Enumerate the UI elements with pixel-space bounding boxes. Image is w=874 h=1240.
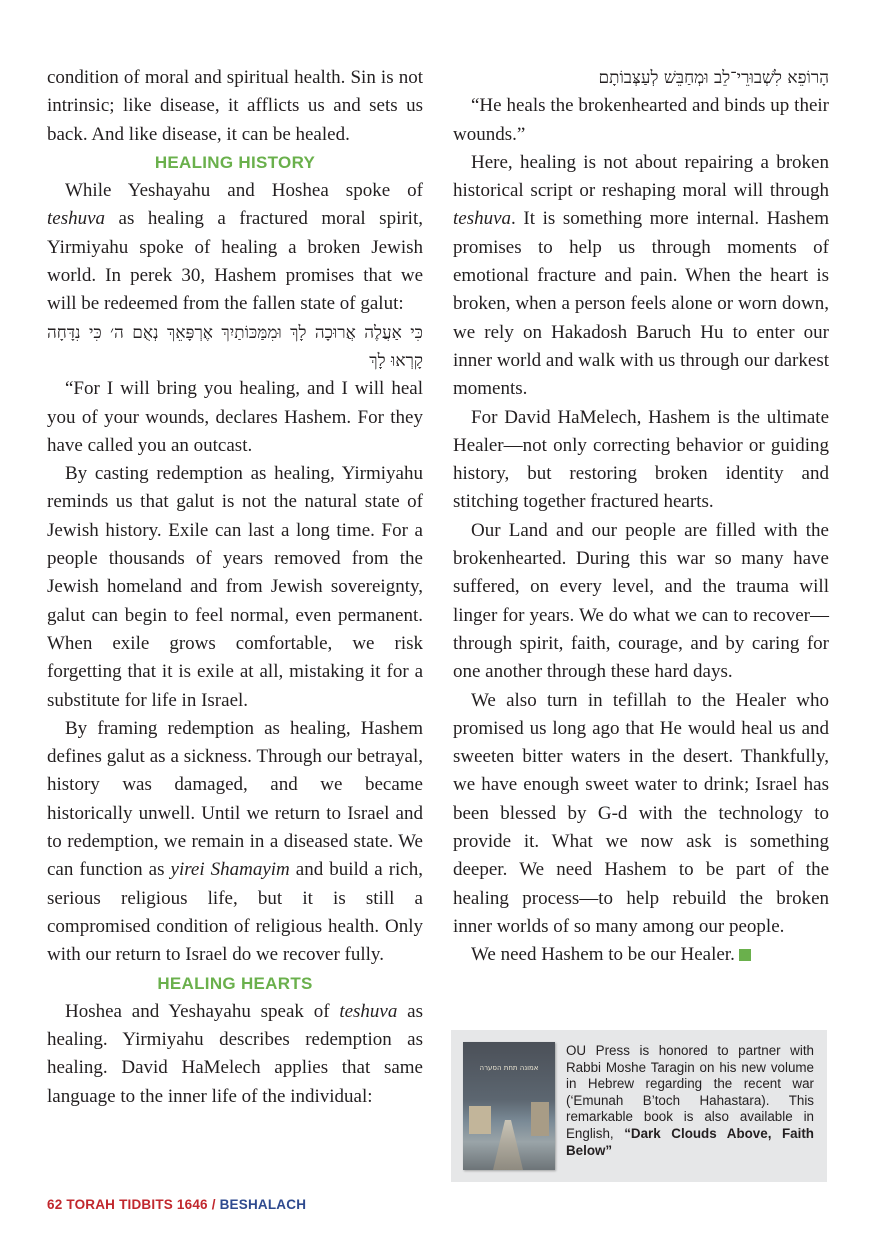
paragraph [47,177,423,318]
italic-term: teshuva [47,208,106,230]
text: and build a rich, serious religious life, but it is still a compromised condition of religious health. Only with our return to Israel do we recover fully. [47,859,423,966]
paragraph [47,998,423,1111]
paragraph: We also turn in tefillah to the Healer who promised us long ago that He would heal us and sweeten bitter waters in the desert. Thankfully, we have enough sweet water to drink; Israel has been blessed by G-d with the technology to provide it. What we now ask is something deeper. We need Hashem to be part of the healing process—to help rebuild the broken inner worlds of so many among our people. [453,689,829,937]
text: While Yeshayahu and Hoshea spoke of [65,180,423,202]
end-of-article-square-icon [739,949,751,961]
text: By framing redemption as healing, Hashem defines galut as a sickness. Through our betrayal, history was damaged, and we became historically unwell. Until we return to Israel and to redemption, we remain in a diseased state. We can function as [47,717,423,881]
section-heading-healing-hearts: HEALING HEARTS [157,973,313,993]
book-promo-box [451,1030,827,1182]
paragraph: “For I will bring you healing, and I will heal you of your wounds, declares Hashem. For they have called you an outcast. [47,378,423,456]
text: Here, healing is not about repairing a broken historical script or reshaping moral will through [453,151,829,202]
promo-body: OU Press is honored to partner with Rabbi Moshe Taragin on his new volume in Hebrew regarding the recent war (‘Emunah B’toch Hahastara). This remarkable book is also available in English, [566,1043,814,1141]
paragraph: “He heals the brokenhearted and binds up their wounds.” [453,95,829,145]
cover-building-shape [531,1102,549,1136]
cover-building-shape [469,1106,491,1134]
paragraph: By casting redemption as healing, Yirmiyahu reminds us that galut is not the natural state of Jewish history. Exile can last a long time. For a people thousands of years removed from the Jewish homeland and from Jewish sovereignty, galut can begin to feel normal, even permanent. When exile grows comfortable, we risk forgetting that it is exile at all, mistaking it for a substitute for life in Israel. [47,463,423,711]
page-number-label: 62 TORAH TIDBITS 1646 / [47,1197,216,1212]
text: as healing a fractured moral spirit, Yirmiyahu spoke of healing a broken Jewish world. In perek 30, Hashem promises that we will be redeemed from the fallen state of galut: [47,208,423,315]
promo-book-title: “Dark Clouds Above, Faith Below” [566,1125,814,1158]
hebrew-quote: כִּי אַעֲלֶה אֲרוּכָה לָךְ וּמִמַּכּוֹתַיִךְ אֶרְפָּאֵךְ נְאֻם ה׳ כִּי נִדָּחָה קָרְאוּ לָךְ [47,322,423,371]
left-column [47,64,423,1111]
promo-text [566,1043,814,1159]
paragraph [47,715,423,970]
book-cover-title: אמונה תחת הסערה [479,1064,539,1072]
book-cover-image [463,1042,555,1170]
cover-road-shape [493,1120,523,1170]
text: . It is something more internal. Hashem promises to help us through moments of emotional fracture and pain. When the heart is broken, when a person feels alone or worn down, we rely on Hakadosh Baruch Hu to enter our inner world and walk with us through our darkest moments. [453,208,829,400]
paragraph: Our Land and our people are filled with the brokenhearted. During this war so many have suffered, on every level, and the trauma will linger for years. We do what we can to recover—through spirit, faith, courage, and by caring for one another through these hard days. [453,519,829,683]
text: We need Hashem to be our Healer. [471,944,735,966]
text: Hoshea and Yeshayahu speak of [65,1000,340,1022]
text: as healing. Yirmiyahu describes redemption as healing. David HaMelech applies that same language to the inner life of the individual: [47,1000,424,1107]
italic-term: teshuva [453,208,512,230]
italic-term: teshuva [339,1000,398,1022]
paragraph [453,149,829,404]
right-column [453,64,829,970]
hebrew-quote: הָרוֹפֵא לִשְׁבוּרֵי־לֵב וּמְחַבֵּשׁ לְעַצְּבוֹתָם [598,68,829,88]
paragraph: condition of moral and spiritual health. Sin is not intrinsic; like disease, it afflicts us and sets us back. And like disease, it can be healed. [47,67,423,145]
page-footer [47,1197,306,1212]
paragraph [453,941,829,969]
section-heading-healing-history: HEALING HISTORY [154,152,316,172]
paragraph: For David HaMelech, Hashem is the ultimate Healer—not only correcting behavior or guiding history, but restoring broken identity and stitching together fractured hearts. [453,406,829,513]
italic-term: yirei Shamayim [170,859,290,881]
parsha-label: BESHALACH [219,1197,307,1212]
